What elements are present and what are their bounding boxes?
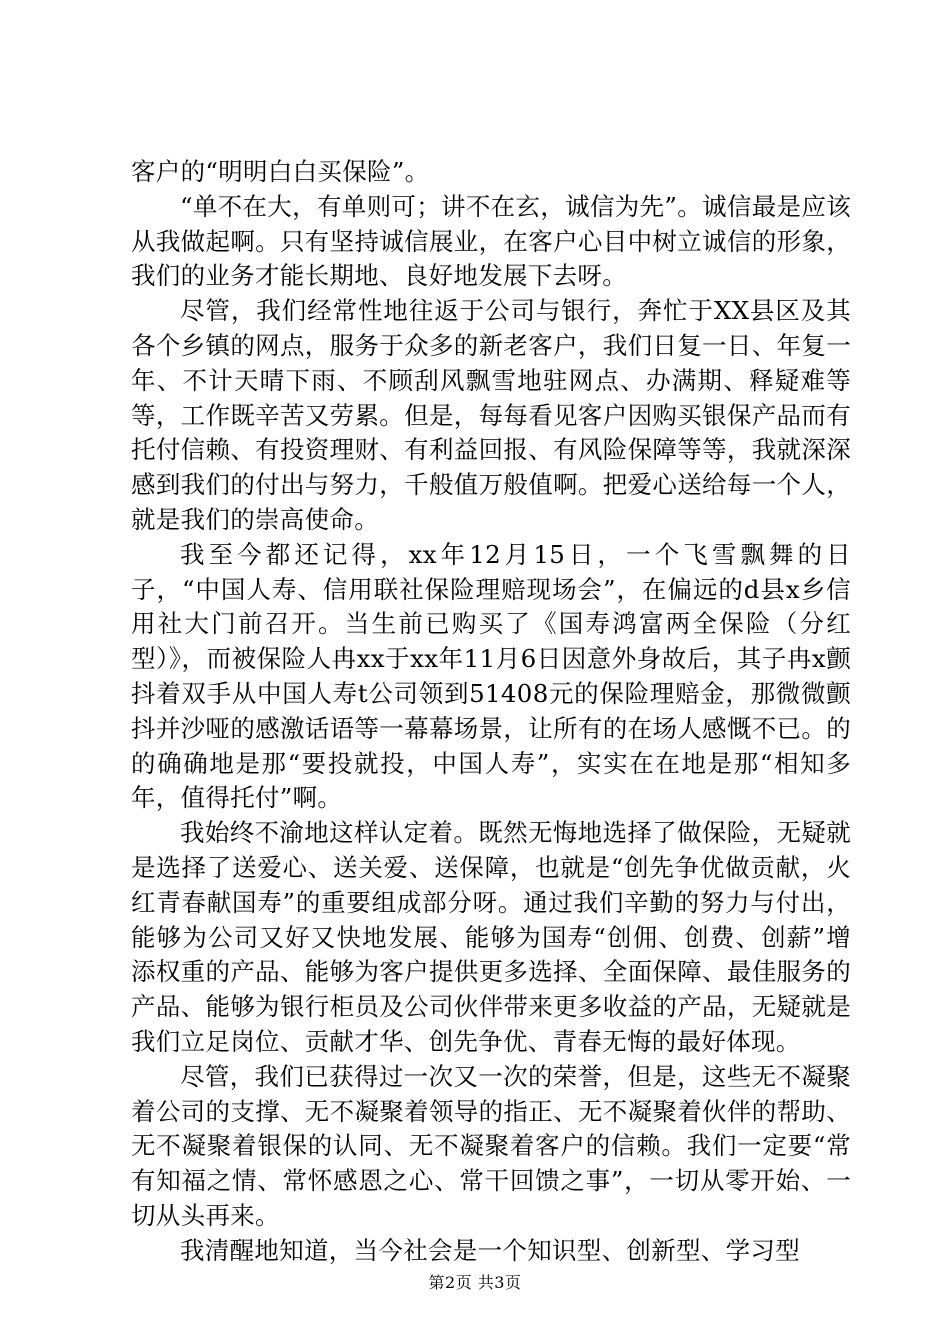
paragraph-honors: 尽管，我们已获得过一次又一次的荣誉，但是，这些无不凝聚着公司的支撑、无不凝聚着领导的指正、无不凝聚着伙伴的帮助、无不凝聚着银保的认同、无不凝聚着客户的信赖。我们一定要“常有知福之情、常怀感恩之心、常干回馈之事”，一切从零开始、一切从头再来。 bbox=[131, 1061, 851, 1230]
page-number-footer: 第2页 共3页 bbox=[428, 1273, 522, 1292]
paragraph-hard-work: 尽管，我们经常性地往返于公司与银行，奔忙于XX县区及其各个乡镇的网点，服务于众多的新老客户，我们日复一日、年复一年、不计天晴下雨、不顾刮风飘雪地驻网点、办满期、释疑难等等，工作既辛苦又劳累。但是，每每看见客户因购买银保产品而有托付信赖、有投资理财、有利益回报、有风险保障等等，我就深深感到我们的付出与努力，千般值万般值啊。把爱心送给每一个人，就是我们的崇高使命。 bbox=[131, 296, 851, 534]
paragraph-society: 我清醒地知道，当今社会是一个知识型、创新型、学习型 bbox=[180, 1235, 800, 1265]
document-body bbox=[131, 155, 851, 1269]
paragraph-integrity: “单不在大，有单则可；讲不在玄，诚信为先”。诚信最是应该从我做起啊。只有坚持诚信展业，在客户心目中树立诚信的形象，我们的业务才能长期地、良好地发展下去呀。 bbox=[131, 191, 851, 291]
paragraph-continuation: 客户的“明明白白买保险”。 bbox=[131, 157, 430, 186]
paragraph-claim-memory: 我至今都还记得，xx年12月15日，一个飞雪飘舞的日子，“中国人寿、信用联社保险理赔现场会”，在偏远的d县x乡信用社大门前召开。当生前已购买了《国寿鸿富两全保险（分红型）》，而被保险人冉xx于xx年11月6日因意外身故后，其子冉x颤抖着双手从中国人寿t公司领到51408元的保险理赔金，那微微颤抖并沙哑的感激话语等一幕幕场景，让所有的在场人感慨不已。的的确确地是那“要投就投，中国人寿”，实实在在地是那“相知多年，值得托付”啊。 bbox=[131, 539, 851, 813]
paragraph-commitment: 我始终不渝地这样认定着。既然无悔地选择了做保险，无疑就是选择了送爱心、送关爱、送保障，也就是“创先争优做贡献，火红青春献国寿”的重要组成部分呀。通过我们辛勤的努力与付出，能够为公司又好又快地发展、能够为国寿“创佣、创费、创薪”增添权重的产品、能够为客户提供更多选择、全面保障、最佳服务的产品、能够为银行柜员及公司伙伴带来更多收益的产品，无疑就是我们立足岗位、贡献才华、创先争优、青春无悔的最好体现。 bbox=[131, 818, 851, 1056]
